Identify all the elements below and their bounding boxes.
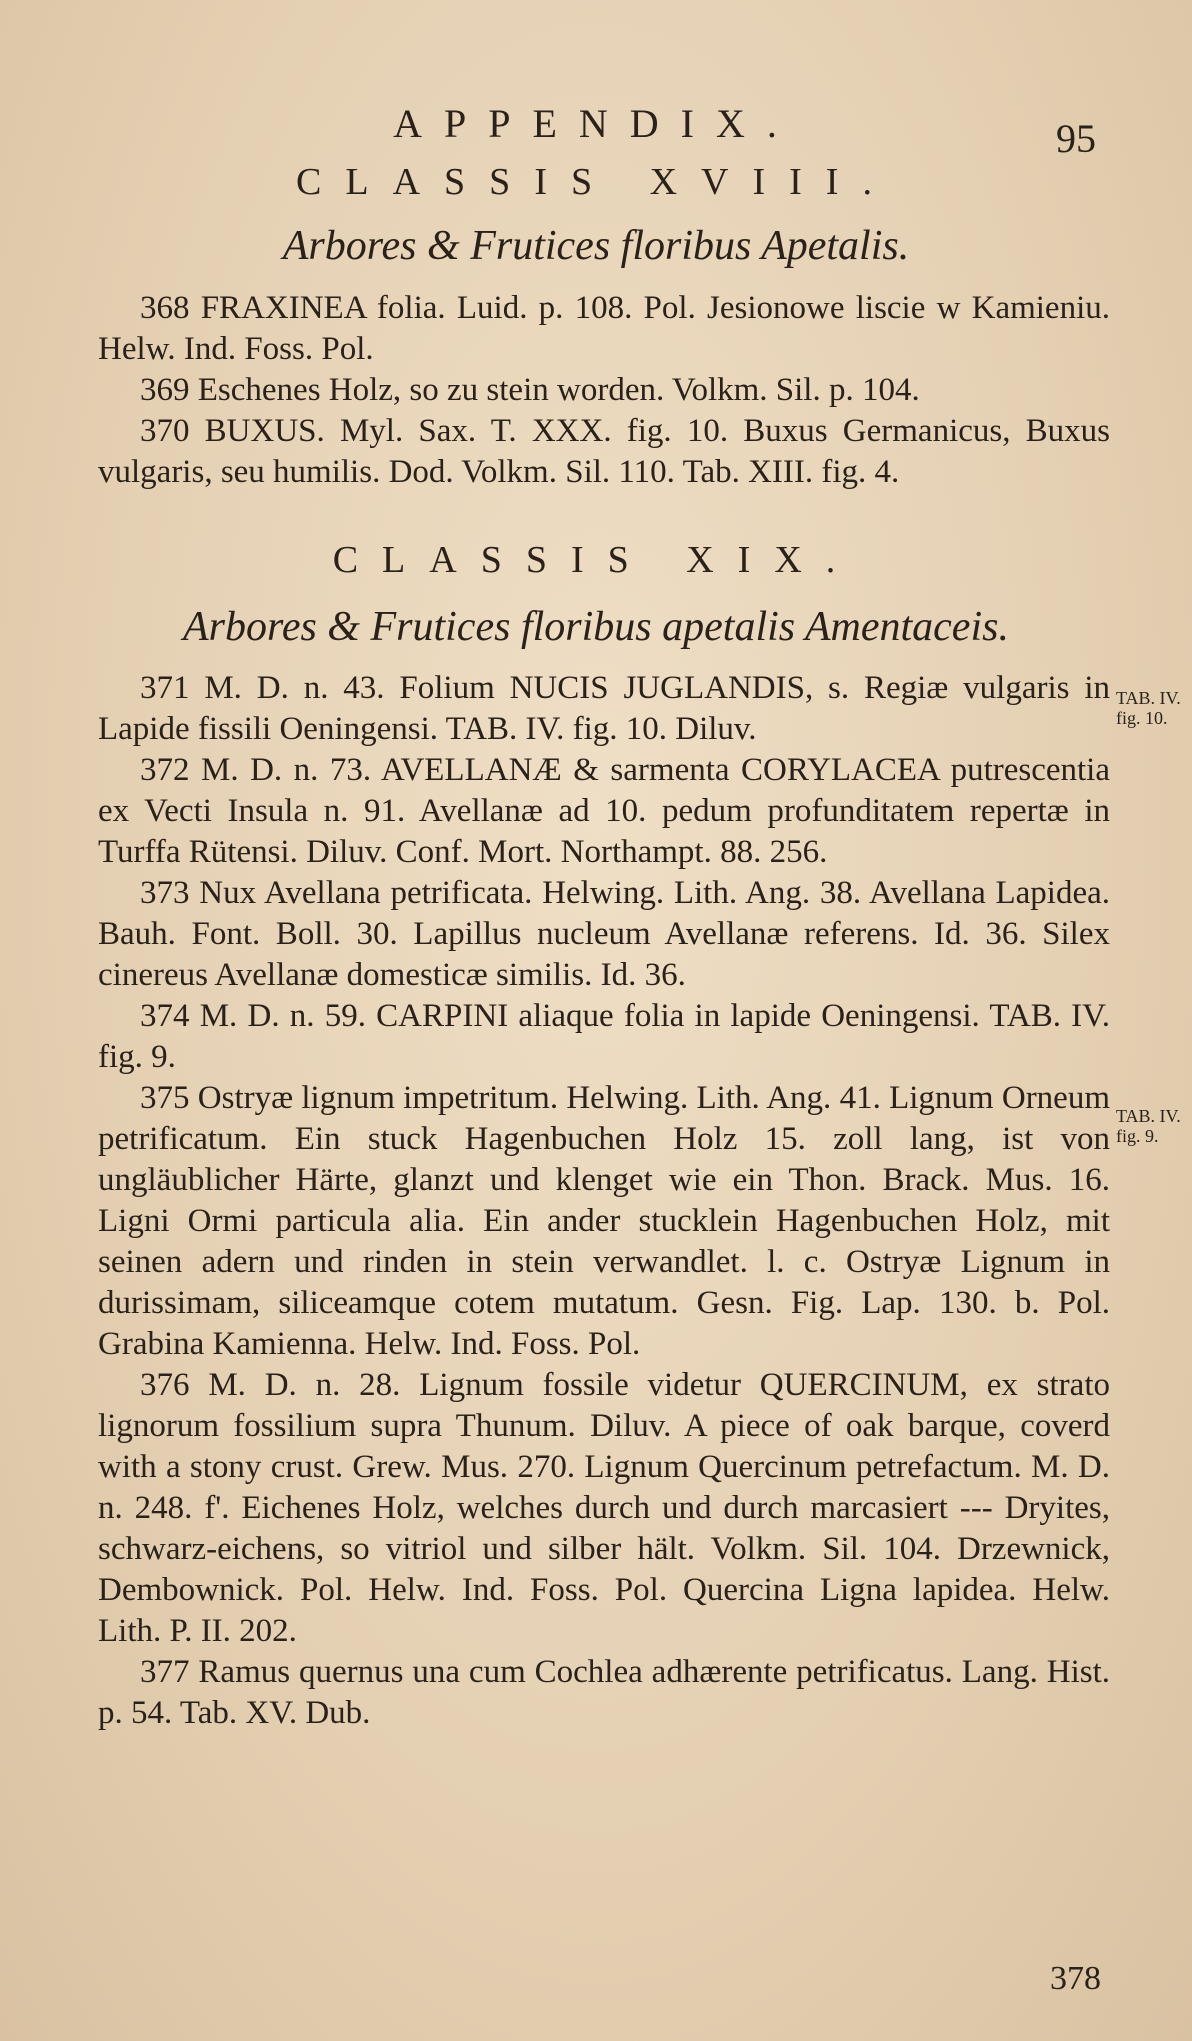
entry-369: 369 Eschenes Holz, so zu stein worden. Volkm. Sil. p. 104.	[140, 372, 920, 408]
entries-block-18	[98, 288, 1110, 493]
entry-370: 370 BUXUS. Myl. Sax. T. XXX. fig. 10. Buxus Germanicus, Buxus vulgaris, seu humilis. Dod. Volkm. Sil. 110. Tab. XIII. fig. 4.	[98, 413, 1110, 490]
page-number: 95	[1056, 116, 1096, 161]
entry-377: 377 Ramus quernus una cum Cochlea adhærente petrificatus. Lang. Hist. p. 54. Tab. XV. Dub.	[98, 1654, 1110, 1731]
entry-373: 373 Nux Avellana petrificata. Helwing. Lith. Ang. 38. Avellana Lapidea. Bauh. Font. Boll. 30. Lapillus nucleum Avellanæ referens. Id. 36. Silex cinereus Avellanæ domesticæ similis. Id. 36.	[98, 875, 1110, 993]
entry-372: 372 M. D. n. 73. AVELLANÆ & sarmenta CORYLACEA putrescentia ex Vecti Insula n. 91. Avellanæ ad 10. pedum profunditatem repertæ in Turffa Rütensi. Diluv. Conf. Mort. Northampt. 88. 256.	[98, 752, 1110, 870]
entry-374: 374 M. D. n. 59. CARPINI aliaque folia in lapide Oeningensi. TAB. IV. fig. 9.	[98, 998, 1110, 1075]
section-title-19: Arbores & Frutices floribus apetalis Amentaceis.	[183, 604, 1009, 650]
margin-note-tab-iv-fig-10: TAB. IV. fig. 10.	[1116, 688, 1181, 728]
margin-note-tab-iv-fig-9: TAB. IV. fig. 9.	[1116, 1106, 1181, 1146]
entry-376: 376 M. D. n. 28. Lignum fossile videtur QUERCINUM, ex strato lignorum fossilium supra Thunum. Diluv. A piece of oak barque, coverd with a stony crust. Grew. Mus. 270. Lignum Quercinum petrefactum. M. D. n. 248. f'. Eichenes Holz, welches durch und durch marcasiert --- Dryites, schwarz-eichens, so vitriol und silber hält. Volkm. Sil. 104. Drzewnick, Dembownick. Pol. Helw. Ind. Foss. Pol. Quercina Ligna lapidea. Helw. Lith. P. II. 202.	[98, 1367, 1110, 1649]
entries-block-19	[98, 668, 1110, 1734]
entry-371: 371 M. D. n. 43. Folium NUCIS JUGLANDIS, s. Regiæ vulgaris in Lapide fissili Oeningensi. TAB. IV. fig. 10. Diluv.	[98, 670, 1110, 747]
section-title-18: Arbores & Frutices floribus Apetalis.	[282, 223, 910, 269]
running-head: APPENDIX.	[393, 101, 799, 146]
classis-heading-19: CLASSIS XIX.	[332, 539, 860, 581]
classis-heading-18: CLASSIS XVIII.	[296, 161, 896, 203]
entry-375: 375 Ostryæ lignum impetritum. Helwing. Lith. Ang. 41. Lignum Orneum petrificatum. Ein stuck Hagenbuchen Holz 15. zoll lang, ist von ungläublicher Härte, glanzt und klenget wie ein Thon. Brack. Mus. 16. Ligni Ormi particula alia. Ein ander stucklein Hagenbuchen Holz, mit seinen adern und rinden in stein verwandlet. l. c. Ostryæ Lignum in durissimam, siliceamque cotem mutatum. Gesn. Fig. Lap. 130. b. Pol. Grabina Kamienna. Helw. Ind. Foss. Pol.	[98, 1080, 1110, 1362]
entry-368: 368 FRAXINEA folia. Luid. p. 108. Pol. Jesionowe liscie w Kamieniu. Helw. Ind. Foss. Pol.	[98, 290, 1110, 367]
signature-mark: 378	[1050, 1960, 1101, 1997]
